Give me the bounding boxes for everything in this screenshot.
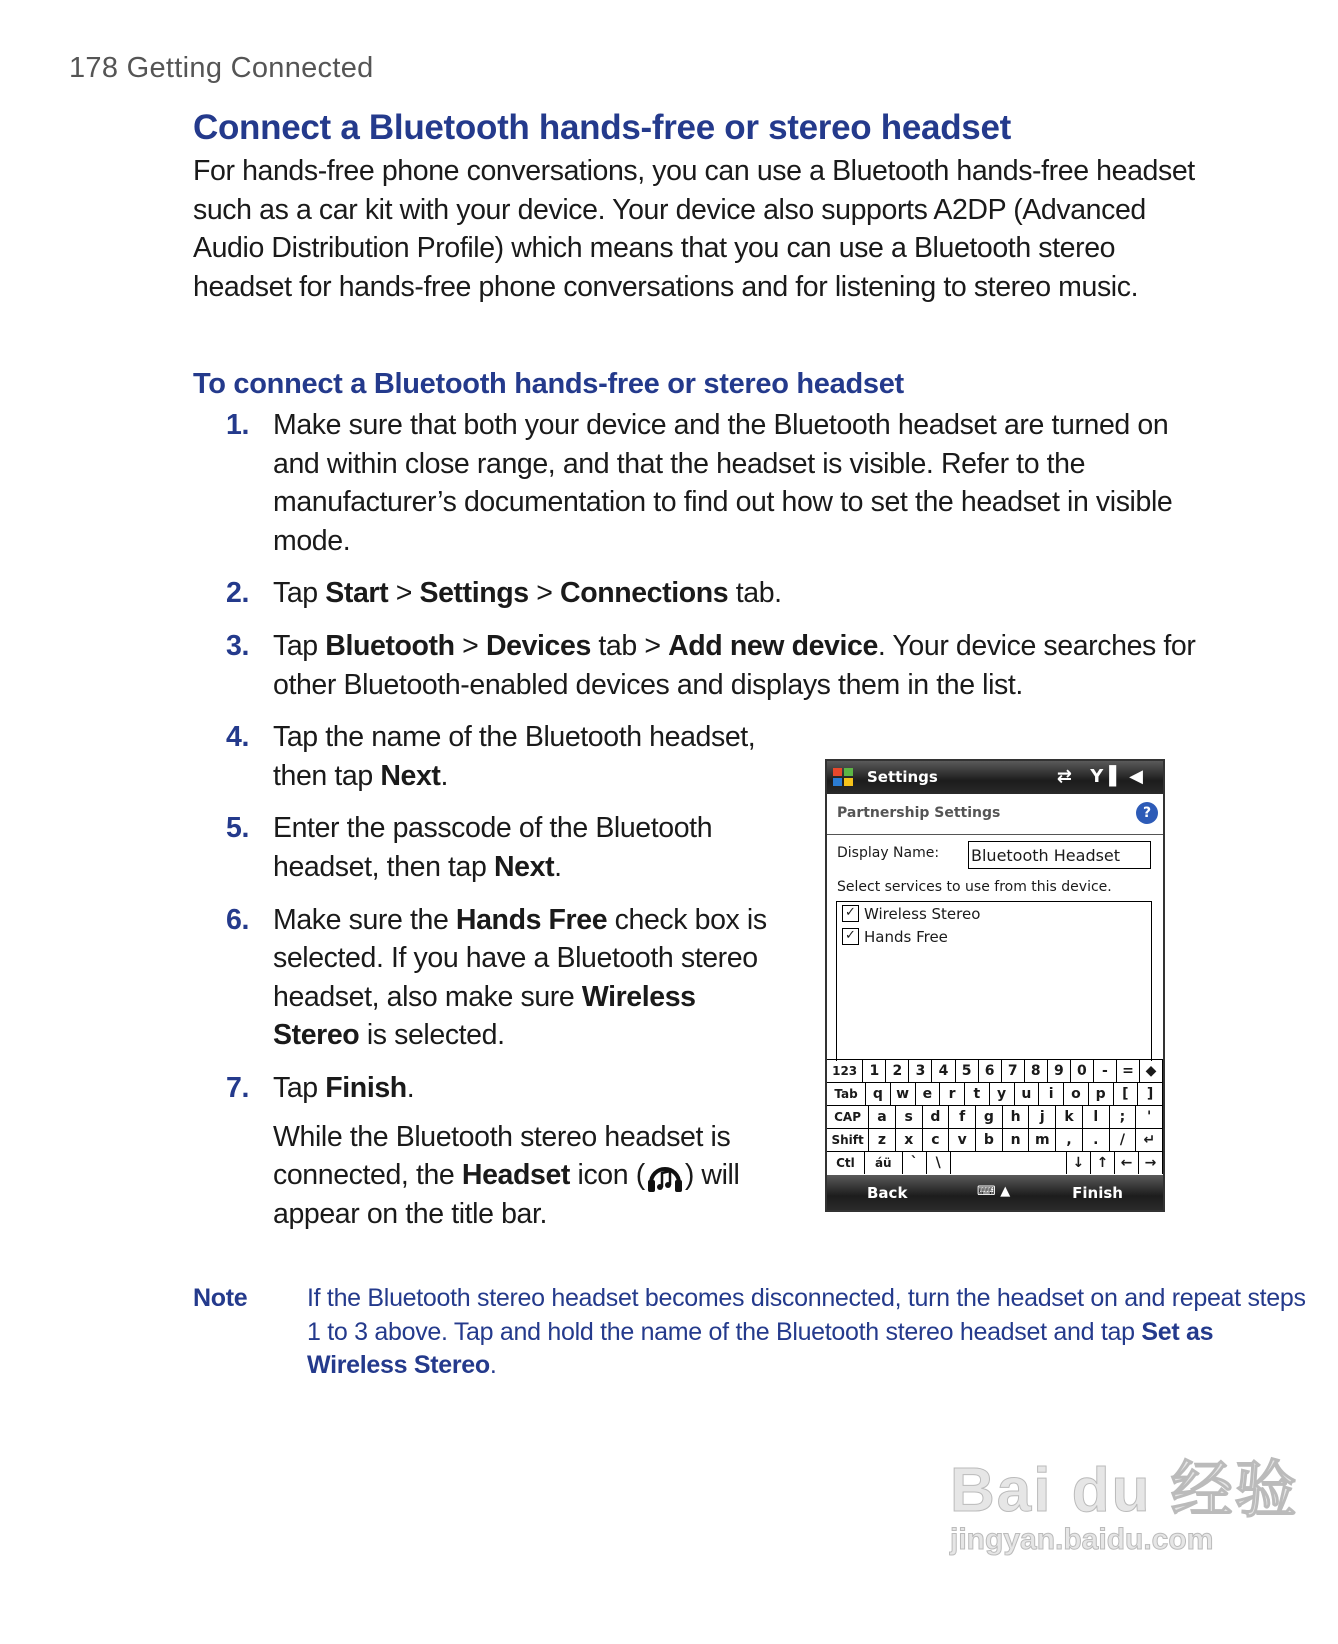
keyboard-toggle-icon[interactable]: ⌨ ▲ xyxy=(977,1184,1011,1199)
headset-icon xyxy=(645,1159,685,1195)
key[interactable]: u xyxy=(1015,1083,1040,1105)
text-run: . xyxy=(440,759,449,792)
finish-button[interactable]: Finish xyxy=(1072,1184,1123,1202)
intro-paragraph: For hands-free phone conversations, you can use a Bluetooth hands-free headset such as a car kit with your device. Your device also supports A2DP (Advanced Audio Distribution Profile) which means that you can use a Bluetooth stereo headset for hands-free phone conversations and for listening to stereo music. xyxy=(193,155,1195,303)
step-text xyxy=(273,574,1218,613)
services-list xyxy=(836,901,1152,1061)
service-item[interactable] xyxy=(837,925,1151,948)
step-item xyxy=(226,574,1218,613)
text-run: Tap xyxy=(273,577,326,610)
step-number: 4. xyxy=(226,721,249,754)
bold-term: Settings xyxy=(419,577,529,610)
key[interactable]: j xyxy=(1029,1106,1056,1128)
key[interactable]: y xyxy=(990,1083,1015,1105)
key[interactable]: c xyxy=(923,1129,950,1151)
step-text xyxy=(273,901,773,1055)
step-number: 6. xyxy=(226,903,249,936)
key[interactable]: = xyxy=(1117,1060,1140,1082)
step-item xyxy=(226,718,773,795)
key[interactable]: h xyxy=(1003,1106,1030,1128)
bold-term: Wireless Stereo xyxy=(273,980,696,1052)
bold-term: Next xyxy=(380,759,441,792)
checkbox[interactable]: ✓ xyxy=(842,905,859,922)
key[interactable]: CAP xyxy=(827,1106,869,1128)
key[interactable]: 123 xyxy=(827,1060,863,1082)
keyboard-row xyxy=(827,1128,1163,1151)
key[interactable]: / xyxy=(1110,1129,1137,1151)
key[interactable]: t xyxy=(965,1083,990,1105)
key[interactable]: 5 xyxy=(956,1060,979,1082)
key[interactable]: 7 xyxy=(1002,1060,1025,1082)
bold-term: Next xyxy=(493,850,555,883)
key[interactable]: s xyxy=(896,1106,923,1128)
back-button[interactable]: Back xyxy=(867,1184,908,1202)
step-item xyxy=(226,901,773,1055)
key[interactable]: ' xyxy=(1136,1106,1163,1128)
key[interactable]: i xyxy=(1039,1083,1064,1105)
keyboard-row xyxy=(827,1082,1163,1105)
baidu-watermark xyxy=(950,1440,1299,1557)
step-text xyxy=(273,406,1218,560)
soft-key-bar xyxy=(827,1175,1163,1210)
key[interactable]: 0 xyxy=(1071,1060,1094,1082)
display-name-input[interactable]: Bluetooth Headset xyxy=(968,841,1151,869)
text-run: tab. xyxy=(728,577,782,610)
key[interactable]: ; xyxy=(1110,1106,1137,1128)
bold-term: Start xyxy=(325,577,389,610)
bold-term: Finish xyxy=(325,1071,407,1104)
key[interactable]: ` xyxy=(903,1152,927,1174)
key[interactable]: b xyxy=(976,1129,1003,1151)
key[interactable]: 2 xyxy=(886,1060,909,1082)
text-run: icon ( xyxy=(570,1159,645,1192)
key[interactable]: áü xyxy=(865,1152,903,1174)
step7-note xyxy=(273,1118,773,1234)
step-item xyxy=(226,627,1218,704)
status-icons: ⇄ Y▌◀ xyxy=(1056,766,1149,787)
key[interactable]: m xyxy=(1029,1129,1056,1151)
key[interactable]: [ xyxy=(1114,1083,1139,1105)
step-number: 5. xyxy=(226,812,249,845)
key[interactable]: 9 xyxy=(1048,1060,1071,1082)
key[interactable]: ↓ xyxy=(1067,1152,1091,1174)
soft-keyboard xyxy=(827,1059,1163,1174)
text-run: tab > xyxy=(590,629,669,662)
key[interactable]: q xyxy=(866,1083,891,1105)
display-name-label: Display Name: xyxy=(837,845,940,861)
key[interactable]: k xyxy=(1056,1106,1083,1128)
step-number: 1. xyxy=(226,409,249,441)
key[interactable]: 8 xyxy=(1025,1060,1048,1082)
key[interactable]: a xyxy=(869,1106,896,1128)
step-number: 2. xyxy=(226,577,249,610)
bold-term: Devices xyxy=(485,629,591,662)
key[interactable]: r xyxy=(940,1083,965,1105)
text-run: . xyxy=(489,1351,497,1379)
key[interactable]: - xyxy=(1094,1060,1117,1082)
text-run: Make sure that both your device and the Bluetooth headset are turned on and within close range, and that the headset is visible. Refer to the manufacturer’s documentation to find out how to set the headset in visible mode. xyxy=(273,409,1173,557)
bold-term: Connections xyxy=(560,577,729,610)
windows-start-icon xyxy=(831,765,855,789)
note-label: Note xyxy=(193,1284,248,1312)
key[interactable]: 6 xyxy=(979,1060,1002,1082)
key[interactable]: 1 xyxy=(863,1060,886,1082)
text-run: ) will appear on the title bar. xyxy=(273,1159,740,1230)
key[interactable]: d xyxy=(923,1106,950,1128)
key[interactable]: ◆ xyxy=(1140,1060,1163,1082)
key[interactable] xyxy=(951,1152,1067,1174)
key[interactable]: ↑ xyxy=(1091,1152,1115,1174)
watermark-url: jingyan.baidu.com xyxy=(950,1523,1214,1556)
screen-header xyxy=(827,794,1163,835)
key[interactable]: f xyxy=(949,1106,976,1128)
key[interactable]: w xyxy=(891,1083,916,1105)
key[interactable]: Shift xyxy=(827,1129,869,1151)
section-title: Connect a Bluetooth hands-free or stereo headset xyxy=(193,108,1011,147)
key[interactable]: 3 xyxy=(909,1060,932,1082)
step-number: 3. xyxy=(226,629,249,662)
text-run: > xyxy=(388,577,420,610)
bold-term: Hands Free xyxy=(455,903,608,936)
step-text xyxy=(273,809,773,886)
key[interactable]: e xyxy=(916,1083,941,1105)
key[interactable]: ↵ xyxy=(1136,1129,1163,1151)
text-run: Tap xyxy=(273,1071,326,1104)
step-number: 7. xyxy=(226,1071,249,1104)
device-screenshot xyxy=(825,759,1165,1212)
bold-term: Headset xyxy=(461,1159,570,1192)
keyboard-row xyxy=(827,1105,1163,1128)
text-run: Tap xyxy=(273,629,326,662)
step-text xyxy=(273,627,1218,704)
text-run: Make sure the xyxy=(273,903,456,936)
key[interactable]: , xyxy=(1056,1129,1083,1151)
text-run: Tap the name of the Bluetooth headset, then tap xyxy=(273,721,756,792)
text-run: . xyxy=(406,1071,415,1104)
keyboard-row xyxy=(827,1151,1163,1174)
text-run: Enter the passcode of the Bluetooth headset, then tap xyxy=(273,812,713,883)
text-run: If the Bluetooth stereo headset becomes disconnected, turn the headset on and repeat steps 1 to 3 above. Tap and hold the name of the Bluetooth stereo headset and tap xyxy=(307,1284,1306,1346)
key[interactable]: → xyxy=(1139,1152,1163,1174)
key[interactable]: o xyxy=(1064,1083,1089,1105)
key[interactable]: g xyxy=(976,1106,1003,1128)
key[interactable]: Tab xyxy=(827,1083,866,1105)
key[interactable]: Ctl xyxy=(827,1152,865,1174)
text-run: check box is selected. If you have a Bluetooth stereo headset, also make sure xyxy=(273,903,767,1013)
note-text xyxy=(307,1282,1312,1383)
text-run: > xyxy=(528,577,561,610)
bold-term: Set as Wireless Stereo xyxy=(307,1317,1214,1379)
checkbox[interactable]: ✓ xyxy=(842,928,859,945)
key[interactable]: p xyxy=(1089,1083,1114,1105)
key[interactable]: n xyxy=(1003,1129,1030,1151)
service-item[interactable] xyxy=(837,902,1151,925)
screen-title: Partnership Settings xyxy=(837,805,1001,821)
key[interactable]: l xyxy=(1083,1106,1110,1128)
key[interactable]: \ xyxy=(927,1152,951,1174)
key[interactable]: v xyxy=(949,1129,976,1151)
device-title: Settings xyxy=(867,768,938,786)
services-label: Select services to use from this device. xyxy=(837,879,1112,895)
service-label: Hands Free xyxy=(864,927,948,946)
running-head: 178 Getting Connected xyxy=(69,52,374,84)
key[interactable]: ← xyxy=(1115,1152,1139,1174)
step-text xyxy=(273,718,773,795)
key[interactable]: . xyxy=(1083,1129,1110,1151)
watermark-logo: Bai du 经验 xyxy=(950,1456,1299,1525)
text-run: . Your device searches for other Bluetooth-enabled devices and displays them in the list. xyxy=(273,629,1196,701)
text-run: is selected. xyxy=(359,1019,505,1052)
procedure-heading: To connect a Bluetooth hands-free or stereo headset xyxy=(193,368,904,400)
text-run: While the Bluetooth stereo headset is connected, the xyxy=(273,1120,731,1192)
step-item xyxy=(226,809,773,886)
text-run: > xyxy=(454,629,486,662)
key[interactable]: z xyxy=(869,1129,896,1151)
text-run: . xyxy=(554,850,562,883)
step-item xyxy=(226,406,1218,560)
key[interactable]: 4 xyxy=(932,1060,955,1082)
step-text xyxy=(273,1069,773,1108)
bold-term: Bluetooth xyxy=(325,629,455,662)
device-title-bar xyxy=(827,761,1163,794)
bold-term: Add new device xyxy=(668,629,878,662)
help-icon[interactable]: ? xyxy=(1136,802,1158,824)
key[interactable]: x xyxy=(896,1129,923,1151)
keyboard-row xyxy=(827,1059,1163,1082)
key[interactable]: ] xyxy=(1138,1083,1163,1105)
step-item xyxy=(226,1069,773,1233)
service-label: Wireless Stereo xyxy=(864,904,981,923)
